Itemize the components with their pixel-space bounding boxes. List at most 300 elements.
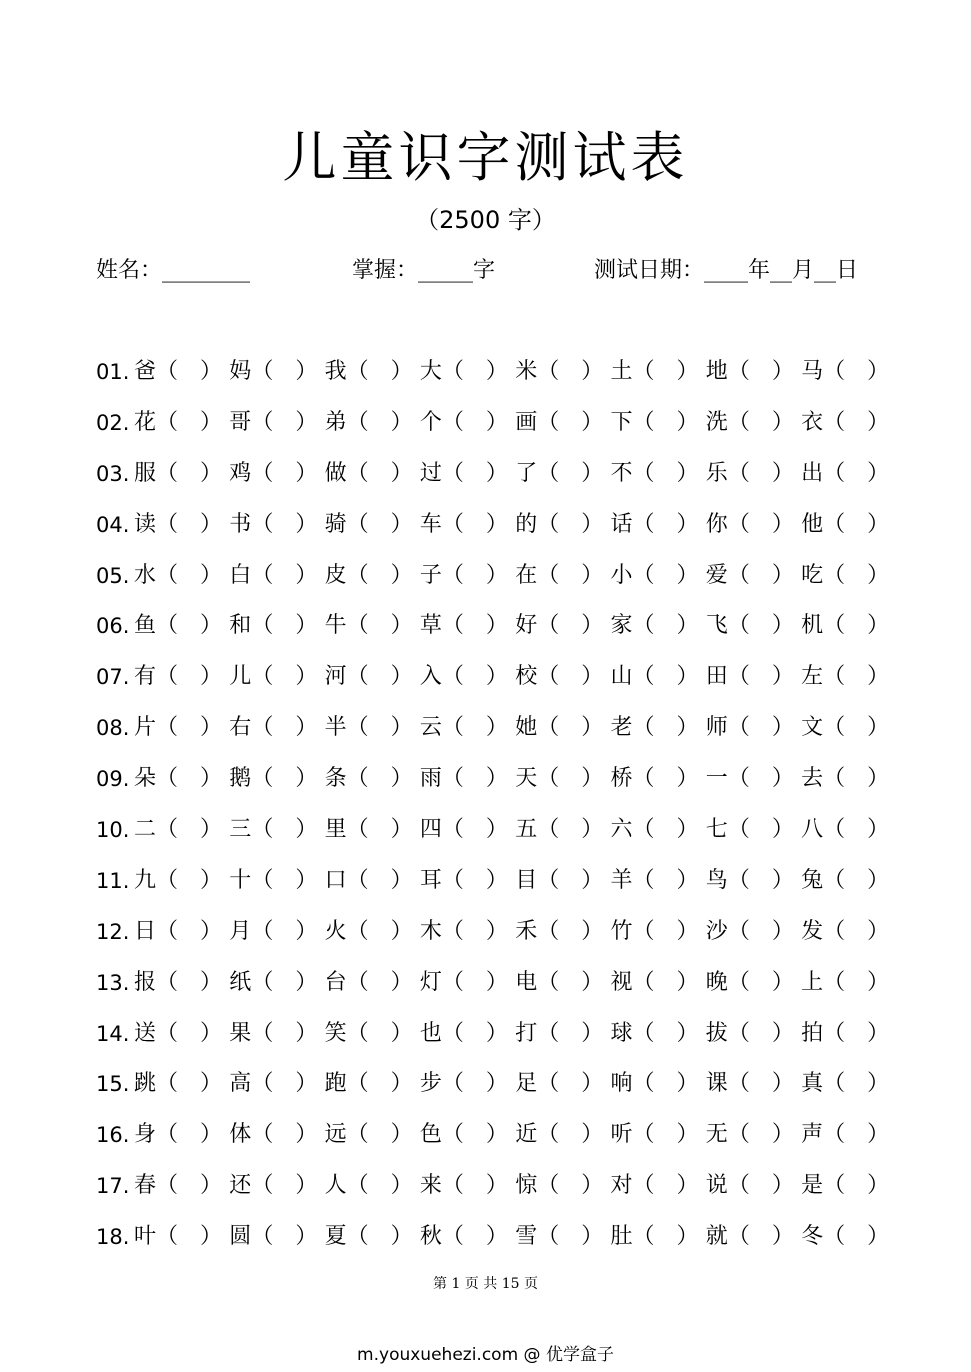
table-row xyxy=(96,1059,896,1110)
answer-blank[interactable]: （ ） xyxy=(156,359,223,384)
character: 火 xyxy=(324,918,347,944)
answer-blank[interactable]: （ ） xyxy=(632,969,699,995)
page-subtitle: （2500 字） xyxy=(415,206,556,234)
answer-blank[interactable]: （ ） xyxy=(632,1173,699,1199)
answer-blank[interactable]: （ ） xyxy=(156,715,223,741)
character-cell xyxy=(706,398,794,449)
character-cell xyxy=(706,907,794,958)
answer-blank[interactable]: （ ） xyxy=(346,1224,413,1250)
answer-blank[interactable]: （ ） xyxy=(251,1122,318,1148)
character: 飞 xyxy=(705,613,728,639)
character: 电 xyxy=(515,969,538,995)
character: 送 xyxy=(134,1020,157,1046)
table-row xyxy=(96,500,896,551)
character-cell xyxy=(325,1110,413,1161)
answer-blank[interactable]: （ ） xyxy=(537,867,604,893)
character-cell xyxy=(325,958,413,1009)
answer-blank[interactable]: （ ） xyxy=(537,918,604,944)
character-cell xyxy=(706,958,794,1009)
answer-blank[interactable]: （ ） xyxy=(346,613,413,639)
answer-blank[interactable]: （ ） xyxy=(632,715,699,741)
character-cell xyxy=(706,1161,794,1212)
character-cell xyxy=(134,652,222,703)
row-number: 17. xyxy=(96,1174,130,1199)
answer-blank[interactable]: （ ） xyxy=(823,562,890,588)
character-cell xyxy=(325,652,413,703)
answer-blank[interactable]: （ ） xyxy=(441,918,508,944)
answer-blank[interactable]: （ ） xyxy=(632,867,699,893)
answer-blank[interactable]: （ ） xyxy=(727,817,794,843)
character: 纸 xyxy=(229,969,252,995)
character-cell xyxy=(801,805,889,856)
character: 跑 xyxy=(324,1071,347,1097)
character: 做 xyxy=(324,460,347,486)
answer-blank[interactable]: （ ） xyxy=(537,359,604,384)
answer-blank[interactable]: （ ） xyxy=(537,1224,604,1250)
character-cell xyxy=(611,551,699,602)
character: 鱼 xyxy=(134,613,157,639)
answer-blank[interactable]: （ ） xyxy=(632,460,699,486)
answer-blank[interactable]: （ ） xyxy=(823,460,890,486)
character: 米 xyxy=(515,359,538,384)
character-cell xyxy=(229,754,317,805)
table-row xyxy=(96,1110,896,1161)
answer-blank[interactable]: （ ） xyxy=(537,1173,604,1199)
character-cell xyxy=(515,652,603,703)
character: 校 xyxy=(515,664,538,690)
answer-blank[interactable]: （ ） xyxy=(441,460,508,486)
row-number: 01. xyxy=(96,360,130,384)
answer-blank[interactable]: （ ） xyxy=(251,1071,318,1097)
character-cell xyxy=(229,398,317,449)
character: 我 xyxy=(324,359,347,384)
answer-blank[interactable]: （ ） xyxy=(251,359,318,384)
table-row xyxy=(96,652,896,703)
character-cell xyxy=(706,551,794,602)
character-cell xyxy=(134,551,222,602)
character: 发 xyxy=(801,918,824,944)
character-cell xyxy=(706,703,794,754)
character: 大 xyxy=(419,359,442,384)
answer-blank[interactable]: （ ） xyxy=(823,511,890,537)
answer-blank[interactable]: （ ） xyxy=(537,969,604,995)
answer-blank[interactable]: （ ） xyxy=(156,969,223,995)
character: 五 xyxy=(515,817,538,843)
character-cell xyxy=(801,551,889,602)
answer-blank[interactable]: （ ） xyxy=(632,562,699,588)
character: 在 xyxy=(515,562,538,588)
answer-blank[interactable]: （ ） xyxy=(346,918,413,944)
character: 来 xyxy=(419,1173,442,1199)
character: 和 xyxy=(229,613,252,639)
answer-blank[interactable]: （ ） xyxy=(537,766,604,792)
character: 高 xyxy=(229,1071,252,1097)
answer-blank[interactable]: （ ） xyxy=(727,918,794,944)
character-cell xyxy=(325,703,413,754)
character: 地 xyxy=(705,359,728,384)
character: 骑 xyxy=(324,511,347,537)
character-cell xyxy=(515,754,603,805)
character-cell xyxy=(420,1110,508,1161)
row-number: 05. xyxy=(96,563,130,588)
answer-blank[interactable]: （ ） xyxy=(823,1020,890,1046)
answer-blank[interactable]: （ ） xyxy=(156,613,223,639)
character: 吃 xyxy=(801,562,824,588)
character: 冬 xyxy=(801,1224,824,1250)
answer-blank[interactable]: （ ） xyxy=(823,918,890,944)
answer-blank[interactable]: （ ） xyxy=(251,969,318,995)
answer-blank[interactable]: （ ） xyxy=(727,359,794,384)
answer-blank[interactable]: （ ） xyxy=(823,359,890,384)
answer-blank[interactable]: （ ） xyxy=(441,817,508,843)
character-cell xyxy=(420,1059,508,1110)
answer-blank[interactable]: （ ） xyxy=(346,867,413,893)
row-number: 14. xyxy=(96,1021,130,1046)
answer-blank[interactable]: （ ） xyxy=(156,1224,223,1250)
character: 身 xyxy=(134,1122,157,1148)
character-cell xyxy=(325,347,413,398)
character: 灯 xyxy=(419,969,442,995)
character-cell xyxy=(801,449,889,500)
character-cell xyxy=(229,347,317,398)
character-cell xyxy=(801,754,889,805)
answer-blank[interactable]: （ ） xyxy=(727,562,794,588)
answer-blank[interactable]: （ ） xyxy=(251,715,318,741)
answer-blank[interactable]: （ ） xyxy=(537,409,604,435)
answer-blank[interactable]: （ ） xyxy=(632,817,699,843)
answer-blank[interactable]: （ ） xyxy=(346,511,413,537)
character: 文 xyxy=(801,715,824,741)
answer-blank[interactable]: （ ） xyxy=(823,969,890,995)
character: 水 xyxy=(134,562,157,588)
character-cell xyxy=(325,500,413,551)
character: 还 xyxy=(229,1173,252,1199)
character-cell xyxy=(515,703,603,754)
source-link[interactable]: m.youxuehezi.com @ 优学盒子 xyxy=(357,1345,614,1365)
character: 书 xyxy=(229,511,252,537)
character: 你 xyxy=(705,511,728,537)
answer-blank[interactable]: （ ） xyxy=(346,715,413,741)
answer-blank[interactable]: （ ） xyxy=(727,613,794,639)
character-cell xyxy=(229,958,317,1009)
character-cell xyxy=(325,1212,413,1263)
character: 衣 xyxy=(801,409,824,435)
answer-blank[interactable]: （ ） xyxy=(823,1122,890,1148)
character-cell xyxy=(420,754,508,805)
row-number: 13. xyxy=(96,970,130,995)
answer-blank[interactable]: （ ） xyxy=(823,715,890,741)
answer-blank[interactable]: （ ） xyxy=(632,1071,699,1097)
character-cell xyxy=(611,1110,699,1161)
answer-blank[interactable]: （ ） xyxy=(727,1122,794,1148)
character: 二 xyxy=(134,817,157,843)
character-cell xyxy=(515,1009,603,1060)
answer-blank[interactable]: （ ） xyxy=(346,562,413,588)
character-cell xyxy=(706,449,794,500)
character: 洗 xyxy=(705,409,728,435)
row-number: 16. xyxy=(96,1123,130,1148)
character-cell xyxy=(229,1212,317,1263)
character: 羊 xyxy=(610,867,633,893)
answer-blank[interactable]: （ ） xyxy=(156,460,223,486)
character: 也 xyxy=(419,1020,442,1046)
answer-blank[interactable]: （ ） xyxy=(727,409,794,435)
answer-blank[interactable]: （ ） xyxy=(727,1071,794,1097)
answer-blank[interactable]: （ ） xyxy=(727,1224,794,1250)
character: 十 xyxy=(229,867,252,893)
answer-blank[interactable]: （ ） xyxy=(537,511,604,537)
answer-blank[interactable]: （ ） xyxy=(823,867,890,893)
character-cell xyxy=(611,1161,699,1212)
answer-blank[interactable]: （ ） xyxy=(537,1122,604,1148)
answer-blank[interactable]: （ ） xyxy=(537,562,604,588)
character-cell xyxy=(801,958,889,1009)
answer-blank[interactable]: （ ） xyxy=(823,664,890,690)
answer-blank[interactable]: （ ） xyxy=(251,664,318,690)
answer-blank[interactable]: （ ） xyxy=(727,1173,794,1199)
character-cell xyxy=(515,551,603,602)
character-cell xyxy=(420,601,508,652)
answer-blank[interactable]: （ ） xyxy=(156,1173,223,1199)
answer-blank[interactable]: （ ） xyxy=(537,460,604,486)
character-cell xyxy=(801,1161,889,1212)
character: 视 xyxy=(610,969,633,995)
answer-blank[interactable]: （ ） xyxy=(823,1071,890,1097)
answer-blank[interactable]: （ ） xyxy=(537,715,604,741)
answer-blank[interactable]: （ ） xyxy=(251,1173,318,1199)
answer-blank[interactable]: （ ） xyxy=(251,460,318,486)
row-number: 08. xyxy=(96,716,130,741)
answer-blank[interactable]: （ ） xyxy=(441,969,508,995)
character: 远 xyxy=(324,1122,347,1148)
character-cell xyxy=(706,856,794,907)
character: 三 xyxy=(229,817,252,843)
answer-blank[interactable]: （ ） xyxy=(823,1173,890,1199)
character-cell xyxy=(611,601,699,652)
answer-blank[interactable]: （ ） xyxy=(823,613,890,639)
answer-blank[interactable]: （ ） xyxy=(251,817,318,843)
character-cell xyxy=(229,856,317,907)
answer-blank[interactable]: （ ） xyxy=(823,766,890,792)
character: 画 xyxy=(515,409,538,435)
answer-blank[interactable]: （ ） xyxy=(632,613,699,639)
character: 雨 xyxy=(419,766,442,792)
character-cell xyxy=(325,1161,413,1212)
answer-blank[interactable]: （ ） xyxy=(346,1122,413,1148)
character: 河 xyxy=(324,664,347,690)
answer-blank[interactable]: （ ） xyxy=(156,664,223,690)
character-cell xyxy=(801,1110,889,1161)
answer-blank[interactable]: （ ） xyxy=(346,817,413,843)
character: 牛 xyxy=(324,613,347,639)
character-cell xyxy=(611,958,699,1009)
answer-blank[interactable]: （ ） xyxy=(156,1071,223,1097)
character: 他 xyxy=(801,511,824,537)
answer-blank[interactable]: （ ） xyxy=(727,715,794,741)
character-cell xyxy=(611,398,699,449)
character: 兔 xyxy=(801,867,824,893)
answer-blank[interactable]: （ ） xyxy=(823,817,890,843)
character: 无 xyxy=(705,1122,728,1148)
answer-blank[interactable]: （ ） xyxy=(632,1020,699,1046)
character-cell xyxy=(420,958,508,1009)
answer-blank[interactable]: （ ） xyxy=(346,1020,413,1046)
answer-blank[interactable]: （ ） xyxy=(251,613,318,639)
answer-blank[interactable]: （ ） xyxy=(251,1224,318,1250)
answer-blank[interactable]: （ ） xyxy=(632,664,699,690)
character-cell xyxy=(801,500,889,551)
character-cell xyxy=(229,907,317,958)
answer-blank[interactable]: （ ） xyxy=(156,409,223,435)
character: 声 xyxy=(801,1122,824,1148)
character-cell xyxy=(325,601,413,652)
answer-blank[interactable]: （ ） xyxy=(727,867,794,893)
answer-blank[interactable]: （ ） xyxy=(346,1071,413,1097)
character: 哥 xyxy=(229,409,252,435)
answer-blank[interactable]: （ ） xyxy=(346,359,413,384)
answer-blank[interactable]: （ ） xyxy=(156,867,223,893)
answer-blank[interactable]: （ ） xyxy=(632,918,699,944)
answer-blank[interactable]: （ ） xyxy=(156,918,223,944)
character-cell xyxy=(515,958,603,1009)
answer-blank[interactable]: （ ） xyxy=(537,817,604,843)
character: 人 xyxy=(324,1173,347,1199)
answer-blank[interactable]: （ ） xyxy=(632,1122,699,1148)
answer-blank[interactable]: （ ） xyxy=(346,766,413,792)
answer-blank[interactable]: （ ） xyxy=(537,1020,604,1046)
answer-blank[interactable]: （ ） xyxy=(346,664,413,690)
character-cell xyxy=(325,856,413,907)
answer-blank[interactable]: （ ） xyxy=(441,409,508,435)
answer-blank[interactable]: （ ） xyxy=(346,409,413,435)
answer-blank[interactable]: （ ） xyxy=(441,867,508,893)
answer-blank[interactable]: （ ） xyxy=(251,409,318,435)
answer-blank[interactable]: （ ） xyxy=(441,715,508,741)
answer-blank[interactable]: （ ） xyxy=(441,1173,508,1199)
answer-blank[interactable]: （ ） xyxy=(156,766,223,792)
page-title: 儿童识字测试表 xyxy=(282,126,689,189)
answer-blank[interactable]: （ ） xyxy=(632,1224,699,1250)
character: 云 xyxy=(419,715,442,741)
answer-blank[interactable]: （ ） xyxy=(251,562,318,588)
row-number: 02. xyxy=(96,410,130,435)
character: 说 xyxy=(705,1173,728,1199)
answer-blank[interactable]: （ ） xyxy=(346,1173,413,1199)
answer-blank[interactable]: （ ） xyxy=(251,1020,318,1046)
answer-blank[interactable]: （ ） xyxy=(537,1071,604,1097)
answer-blank[interactable]: （ ） xyxy=(537,613,604,639)
answer-blank[interactable]: （ ） xyxy=(251,918,318,944)
answer-blank[interactable]: （ ） xyxy=(441,1122,508,1148)
answer-blank[interactable]: （ ） xyxy=(441,359,508,384)
character-cell xyxy=(515,601,603,652)
character: 出 xyxy=(801,460,824,486)
answer-blank[interactable]: （ ） xyxy=(823,409,890,435)
answer-blank[interactable]: （ ） xyxy=(441,664,508,690)
character-cell xyxy=(420,398,508,449)
answer-blank[interactable]: （ ） xyxy=(632,409,699,435)
answer-blank[interactable]: （ ） xyxy=(251,867,318,893)
character-cell xyxy=(706,1110,794,1161)
row-number: 03. xyxy=(96,461,130,486)
character: 肚 xyxy=(610,1224,633,1250)
answer-blank[interactable]: （ ） xyxy=(156,817,223,843)
character-cell xyxy=(515,449,603,500)
character: 片 xyxy=(134,715,157,741)
answer-blank[interactable]: （ ） xyxy=(441,1020,508,1046)
answer-blank[interactable]: （ ） xyxy=(632,766,699,792)
character: 花 xyxy=(134,409,157,435)
character: 个 xyxy=(419,409,442,435)
answer-blank[interactable]: （ ） xyxy=(727,511,794,537)
character: 去 xyxy=(801,766,824,792)
answer-blank[interactable]: （ ） xyxy=(346,460,413,486)
character: 老 xyxy=(610,715,633,741)
character-cell xyxy=(325,805,413,856)
answer-blank[interactable]: （ ） xyxy=(727,969,794,995)
character-cell xyxy=(706,1009,794,1060)
character: 里 xyxy=(324,817,347,843)
answer-blank[interactable]: （ ） xyxy=(346,969,413,995)
answer-blank[interactable]: （ ） xyxy=(156,1122,223,1148)
answer-blank[interactable]: （ ） xyxy=(156,562,223,588)
answer-blank[interactable]: （ ） xyxy=(251,766,318,792)
answer-blank[interactable]: （ ） xyxy=(727,460,794,486)
character-cell xyxy=(706,601,794,652)
character-cell xyxy=(420,805,508,856)
answer-blank[interactable]: （ ） xyxy=(441,562,508,588)
character: 七 xyxy=(705,817,728,843)
character-cell xyxy=(134,1110,222,1161)
answer-blank[interactable]: （ ） xyxy=(156,511,223,537)
character: 车 xyxy=(419,511,442,537)
answer-blank[interactable]: （ ） xyxy=(441,613,508,639)
character-cell xyxy=(134,805,222,856)
answer-blank[interactable]: （ ） xyxy=(251,511,318,537)
answer-blank[interactable]: （ ） xyxy=(727,1020,794,1046)
character: 服 xyxy=(134,460,157,486)
answer-blank[interactable]: （ ） xyxy=(441,766,508,792)
character: 耳 xyxy=(419,867,442,893)
character: 有 xyxy=(134,664,157,690)
character: 惊 xyxy=(515,1173,538,1199)
character-cell xyxy=(611,1212,699,1263)
character: 半 xyxy=(324,715,347,741)
answer-blank[interactable]: （ ） xyxy=(823,1224,890,1250)
character: 鸡 xyxy=(229,460,252,486)
character-cell xyxy=(706,652,794,703)
answer-blank[interactable]: （ ） xyxy=(441,511,508,537)
answer-blank[interactable]: （ ） xyxy=(632,511,699,537)
row-number: 12. xyxy=(96,919,130,944)
character-cell xyxy=(134,907,222,958)
answer-blank[interactable]: （ ） xyxy=(156,1020,223,1046)
character-cell xyxy=(515,1110,603,1161)
table-row xyxy=(96,449,896,500)
answer-blank[interactable]: （ ） xyxy=(727,664,794,690)
answer-blank[interactable]: （ ） xyxy=(441,1224,508,1250)
character: 朵 xyxy=(134,766,157,792)
character: 一 xyxy=(705,766,728,792)
character-cell xyxy=(134,449,222,500)
row-number: 15. xyxy=(96,1072,130,1097)
character: 弟 xyxy=(324,409,347,435)
answer-blank[interactable]: （ ） xyxy=(441,1071,508,1097)
answer-blank[interactable]: （ ） xyxy=(537,664,604,690)
character: 雪 xyxy=(515,1224,538,1250)
answer-blank[interactable]: （ ） xyxy=(632,359,699,384)
answer-blank[interactable]: （ ） xyxy=(727,766,794,792)
